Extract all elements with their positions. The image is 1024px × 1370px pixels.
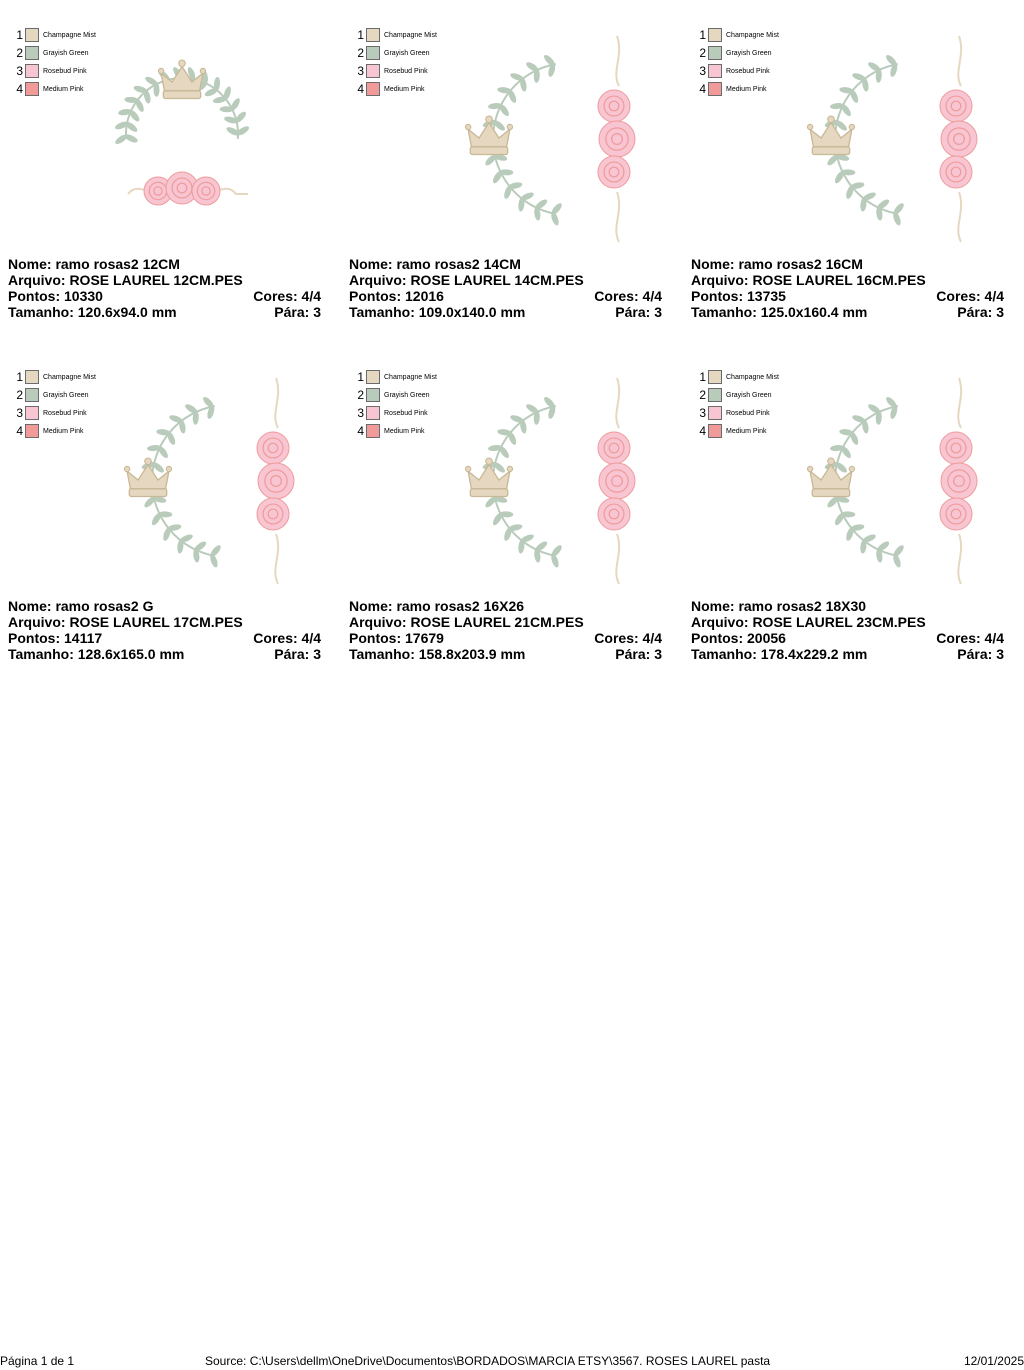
legend-number: 1 (16, 370, 23, 384)
design-size: Tamanho: 125.0x160.4 mm (691, 304, 868, 320)
color-swatch (25, 64, 39, 78)
color-count: Cores: 4/4 (594, 630, 662, 646)
legend-number: 3 (699, 406, 706, 420)
legend-color-name: Rosebud Pink (726, 409, 770, 417)
legend-color-name: Champagne Mist (384, 373, 437, 381)
color-count: Cores: 4/4 (936, 288, 1004, 304)
color-swatch (708, 46, 722, 60)
legend-item (355, 386, 437, 404)
legend-color-name: Grayish Green (43, 49, 89, 57)
rose-motif (598, 498, 630, 530)
stitch-count: Pontos: 10330 (8, 288, 103, 304)
color-swatch (25, 46, 39, 60)
legend-color-name: Medium Pink (384, 427, 425, 435)
legend-number: 3 (357, 64, 364, 78)
legend-item (14, 404, 96, 422)
color-swatch (708, 406, 722, 420)
design-card (8, 0, 328, 320)
legend-item (355, 368, 437, 386)
design-card (691, 0, 1011, 320)
rose-motif (258, 463, 294, 499)
color-count: Cores: 4/4 (253, 288, 321, 304)
embroidery-design-preview (108, 368, 328, 594)
stop-count: Pára: 3 (957, 646, 1004, 662)
design-card (691, 342, 1011, 662)
rose-motif (598, 156, 630, 188)
legend-color-name: Medium Pink (726, 85, 767, 93)
legend-item (697, 368, 779, 386)
design-info (349, 598, 662, 662)
design-info (691, 256, 1004, 320)
legend-color-name: Grayish Green (726, 391, 772, 399)
rose-motif (257, 432, 289, 464)
design-size: Tamanho: 120.6x94.0 mm (8, 304, 177, 320)
legend-item (697, 44, 779, 62)
design-file: Arquivo: ROSE LAUREL 12CM.PES (8, 272, 243, 288)
page-number: Página 1 de 1 (0, 1354, 75, 1368)
legend-number: 2 (357, 388, 364, 402)
crown-motif (124, 458, 171, 497)
legend-item (14, 26, 96, 44)
design-file: Arquivo: ROSE LAUREL 21CM.PES (349, 614, 584, 630)
embroidery-design-preview (449, 368, 669, 594)
crown-motif (465, 116, 512, 155)
crown-motif (807, 458, 854, 497)
legend-number: 2 (699, 388, 706, 402)
legend-color-name: Grayish Green (43, 391, 89, 399)
legend-item (14, 368, 96, 386)
stitch-count: Pontos: 13735 (691, 288, 786, 304)
design-info (8, 256, 321, 320)
rose-motif (940, 156, 972, 188)
source-path: Source: C:\Users\dellm\OneDrive\Documentos\BORDADOS\MARCIA ETSY\3567. ROSES LAUREL pasta (205, 1354, 771, 1368)
legend-number: 3 (16, 406, 23, 420)
color-swatch (366, 388, 380, 402)
color-swatch (366, 82, 380, 96)
embroidery-design-preview (449, 26, 669, 252)
stitch-count: Pontos: 17679 (349, 630, 444, 646)
color-legend (14, 368, 96, 440)
rose-motif (598, 432, 630, 464)
design-name: Nome: ramo rosas2 12CM (8, 256, 180, 272)
legend-color-name: Grayish Green (384, 391, 430, 399)
design-name: Nome: ramo rosas2 18X30 (691, 598, 867, 614)
color-count: Cores: 4/4 (936, 630, 1004, 646)
legend-number: 4 (699, 82, 706, 96)
rose-motif (599, 463, 635, 499)
stitch-count: Pontos: 12016 (349, 288, 444, 304)
color-swatch (366, 46, 380, 60)
embroidery-design-preview (791, 26, 1011, 252)
design-size: Tamanho: 109.0x140.0 mm (349, 304, 526, 320)
legend-number: 4 (16, 424, 23, 438)
design-name: Nome: ramo rosas2 16X26 (349, 598, 525, 614)
print-date: 12/01/2025 (963, 1354, 1024, 1368)
legend-color-name: Champagne Mist (43, 31, 96, 39)
rose-motif (192, 177, 220, 205)
legend-color-name: Medium Pink (726, 427, 767, 435)
legend-item (355, 62, 437, 80)
color-legend (355, 368, 437, 440)
color-swatch (366, 424, 380, 438)
stop-count: Pára: 3 (615, 304, 662, 320)
color-swatch (366, 64, 380, 78)
rose-motif (940, 90, 972, 122)
legend-color-name: Champagne Mist (726, 31, 779, 39)
stop-count: Pára: 3 (957, 304, 1004, 320)
rose-motif (940, 498, 972, 530)
color-swatch (708, 424, 722, 438)
design-file: Arquivo: ROSE LAUREL 16CM.PES (691, 272, 926, 288)
legend-color-name: Medium Pink (43, 427, 84, 435)
design-file: Arquivo: ROSE LAUREL 14CM.PES (349, 272, 584, 288)
design-info (349, 256, 662, 320)
legend-number: 1 (699, 370, 706, 384)
legend-color-name: Rosebud Pink (43, 67, 87, 75)
legend-number: 1 (16, 28, 23, 42)
embroidery-design-preview (791, 368, 1011, 594)
design-name: Nome: ramo rosas2 14CM (349, 256, 521, 272)
color-count: Cores: 4/4 (253, 630, 321, 646)
legend-item (697, 404, 779, 422)
color-swatch (366, 406, 380, 420)
color-swatch (708, 82, 722, 96)
color-swatch (708, 388, 722, 402)
color-swatch (366, 370, 380, 384)
rose-motif (941, 463, 977, 499)
legend-color-name: Champagne Mist (726, 373, 779, 381)
design-size: Tamanho: 158.8x203.9 mm (349, 646, 526, 662)
rose-motif (940, 432, 972, 464)
color-legend (355, 26, 437, 98)
color-legend (14, 26, 96, 98)
rose-motif (598, 90, 630, 122)
crown-motif (465, 458, 512, 497)
color-legend (697, 368, 779, 440)
color-swatch (25, 28, 39, 42)
legend-item (355, 44, 437, 62)
legend-number: 1 (357, 28, 364, 42)
color-swatch (25, 388, 39, 402)
crown-motif (158, 60, 205, 99)
stop-count: Pára: 3 (274, 304, 321, 320)
legend-number: 3 (699, 64, 706, 78)
legend-color-name: Champagne Mist (384, 31, 437, 39)
legend-color-name: Grayish Green (726, 49, 772, 57)
legend-item (697, 422, 779, 440)
color-swatch (25, 424, 39, 438)
legend-item (697, 26, 779, 44)
legend-number: 2 (16, 46, 23, 60)
legend-item (14, 62, 96, 80)
legend-number: 1 (357, 370, 364, 384)
legend-number: 2 (699, 46, 706, 60)
legend-color-name: Champagne Mist (43, 373, 96, 381)
legend-item (14, 80, 96, 98)
legend-color-name: Medium Pink (43, 85, 84, 93)
color-count: Cores: 4/4 (594, 288, 662, 304)
legend-number: 2 (357, 46, 364, 60)
legend-item (697, 386, 779, 404)
stop-count: Pára: 3 (274, 646, 321, 662)
legend-number: 2 (16, 388, 23, 402)
design-name: Nome: ramo rosas2 G (8, 598, 154, 614)
color-swatch (708, 64, 722, 78)
legend-number: 3 (16, 64, 23, 78)
legend-item (14, 422, 96, 440)
legend-number: 4 (699, 424, 706, 438)
legend-number: 3 (357, 406, 364, 420)
design-file: Arquivo: ROSE LAUREL 23CM.PES (691, 614, 926, 630)
legend-color-name: Rosebud Pink (726, 67, 770, 75)
legend-item (355, 422, 437, 440)
crown-motif (807, 116, 854, 155)
color-swatch (25, 82, 39, 96)
stitch-count: Pontos: 20056 (691, 630, 786, 646)
legend-item (355, 26, 437, 44)
legend-item (697, 62, 779, 80)
legend-number: 1 (699, 28, 706, 42)
legend-color-name: Grayish Green (384, 49, 430, 57)
design-card (349, 0, 669, 320)
design-name: Nome: ramo rosas2 16CM (691, 256, 863, 272)
legend-item (355, 80, 437, 98)
rose-motif (599, 121, 635, 157)
legend-color-name: Rosebud Pink (43, 409, 87, 417)
legend-color-name: Rosebud Pink (384, 67, 428, 75)
legend-number: 4 (16, 82, 23, 96)
rose-motif (941, 121, 977, 157)
design-file: Arquivo: ROSE LAUREL 17CM.PES (8, 614, 243, 630)
design-size: Tamanho: 178.4x229.2 mm (691, 646, 868, 662)
legend-color-name: Medium Pink (384, 85, 425, 93)
design-card (8, 342, 328, 662)
color-legend (697, 26, 779, 98)
color-swatch (25, 406, 39, 420)
legend-number: 4 (357, 424, 364, 438)
legend-item (355, 404, 437, 422)
design-info (8, 598, 321, 662)
color-swatch (708, 28, 722, 42)
legend-item (14, 44, 96, 62)
design-size: Tamanho: 128.6x165.0 mm (8, 646, 185, 662)
design-card (349, 342, 669, 662)
embroidery-design-preview (108, 26, 328, 252)
design-info (691, 598, 1004, 662)
rose-motif (257, 498, 289, 530)
legend-color-name: Rosebud Pink (384, 409, 428, 417)
legend-item (697, 80, 779, 98)
color-swatch (708, 370, 722, 384)
stitch-count: Pontos: 14117 (8, 630, 103, 646)
color-swatch (25, 370, 39, 384)
stop-count: Pára: 3 (615, 646, 662, 662)
legend-item (14, 386, 96, 404)
color-swatch (366, 28, 380, 42)
legend-number: 4 (357, 82, 364, 96)
